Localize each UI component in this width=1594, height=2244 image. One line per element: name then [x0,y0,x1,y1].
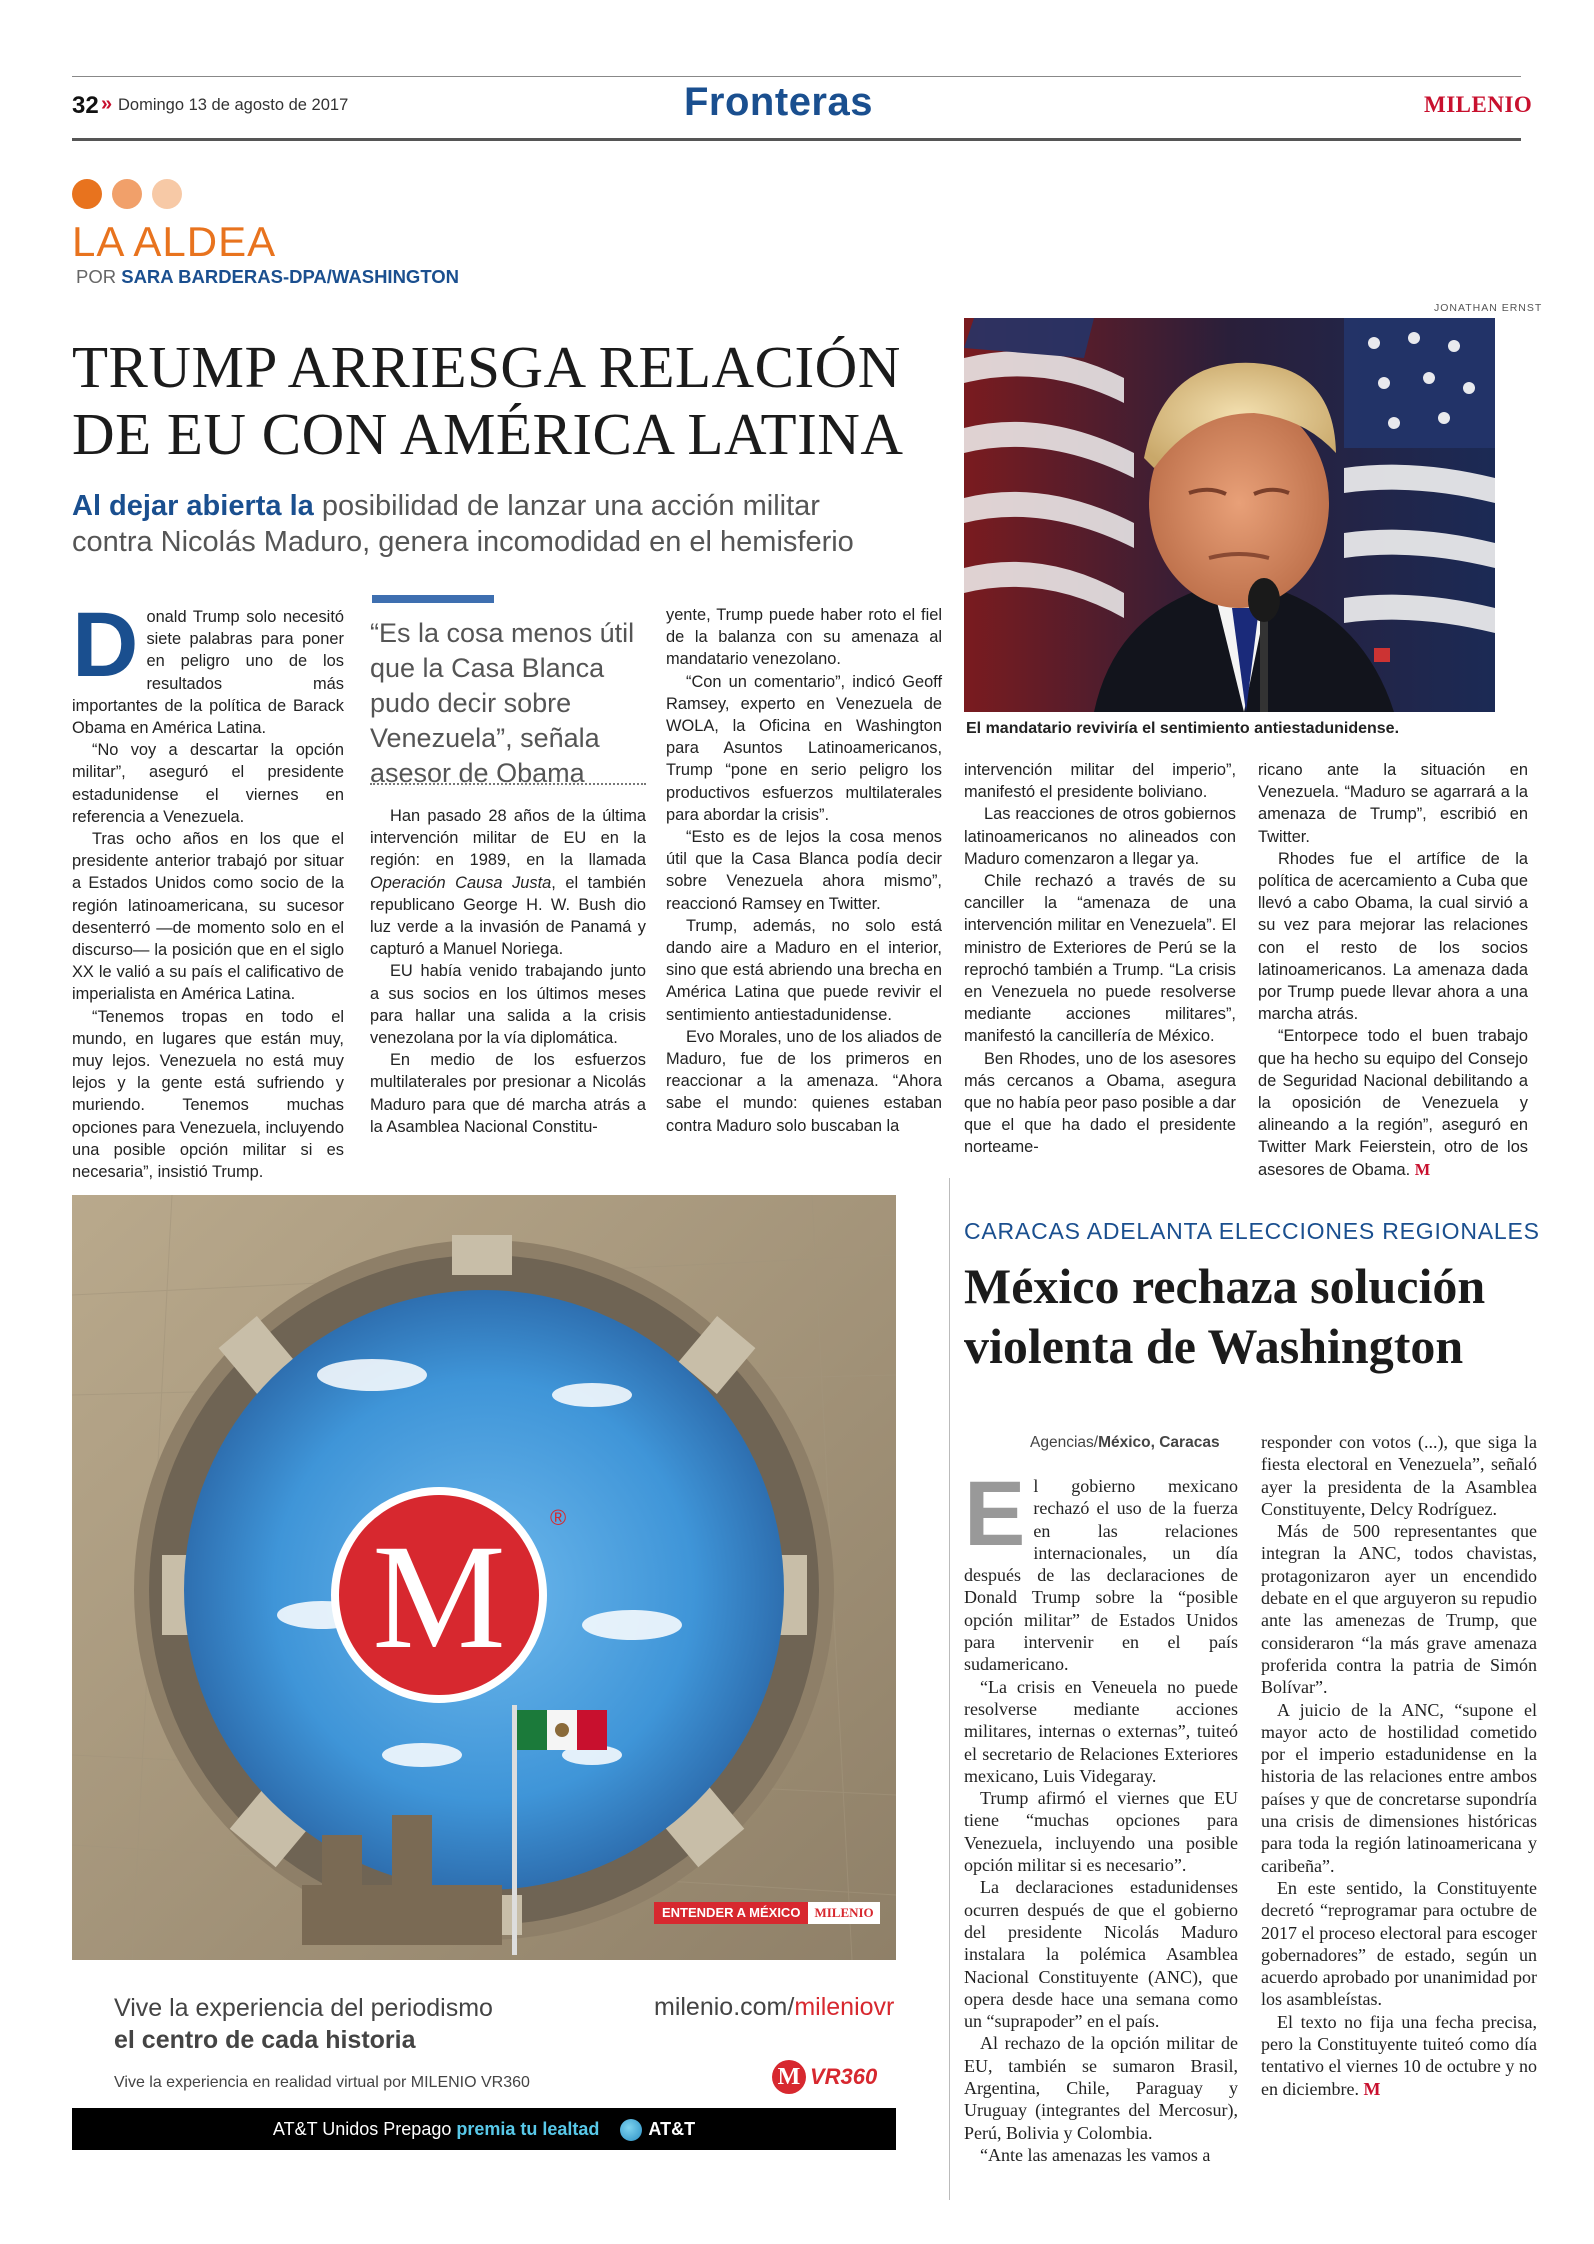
ad-url-suffix: mileniovr [794,1993,895,2021]
main-col3-p5: Evo Morales, uno de los aliados de Maduro, fue de los primeros en reaccionar a la amenaza. “Ahora sabe el mundo: quienes estaban contra Maduro solo buscaban la [666,1027,942,1135]
second-headline-line1: México rechaza solución [964,1258,1486,1314]
second-col1-p3: Trump afirmó el viernes que EU tiene “muchas opciones para Venezuela, incluyendo una posible opción militar si es necesario”. [964,1788,1238,1876]
ad-tag [654,1902,880,1924]
header-arrows: » [101,93,113,115]
second-credit [1030,1434,1220,1452]
byline-author: SARA BARDERAS-DPA/WASHINGTON [121,266,460,287]
att-globe-icon [620,2119,642,2141]
main-col1-p1: onald Trump solo necesitó siete palabras para poner en peligro uno de los resultados más importantes de la política de Barack Obama en América Latina. [72,608,344,738]
second-end-mark: M [1363,2078,1381,2099]
second-kicker: CARACAS ADELANTA ELECCIONES REGIONALES [964,1218,1540,1244]
second-col1-p5: Al rechazo de la opción militar de EU, también se sumaron Brasil, Argentina, Chile, Paraguay y Uruguay (integrantes del Mercosur), Perú, Bolivia y Colombia. [964,2033,1238,2143]
second-col-2 [1261,1431,1537,2100]
ad-footer-text: AT&T Unidos Prepago [272,2119,457,2139]
ad-logo-letter: M [372,1514,506,1680]
main-col4-p2: Las reacciones de otros gobiernos latinoamericanos no alineados con Maduro comenzaron a llegar ya. [964,805,1236,868]
trump-photo [964,318,1495,712]
second-credit-prefix: Agencias/ [1030,1434,1099,1451]
main-col-4 [964,759,1236,1159]
main-col4-p1: intervención militar del imperio”, manifestó el presidente boliviano. [964,761,1236,802]
main-col5-p3: “Entorpece todo el buen trabajo que ha hecho su equipo del Consejo de Seguridad Nacional debilitando a la oposición de Venezuela y alineando a la región”, aseguró en Twitter Mark Feierstein, otro de los asesores de Obama. M [1258,1027,1528,1179]
ad-line1: Vive la experiencia del periodismo [114,1994,493,2022]
main-col-1 [72,594,344,1183]
vr360-m-icon: M [772,2060,806,2094]
column-dots [72,179,192,211]
pullquote: “Es la cosa menos útil que la Casa Blanca pudo decir sobre Venezuela”, señala asesor de Obama [370,618,635,788]
photo-credit: JONATHAN ERNST [1434,302,1543,314]
second-col1-p6: “Ante las amenazas les vamos a [980,2144,1211,2165]
second-col2-p3: A juicio de la ANC, “supone el mayor acto de hostilidad cometido por el imperio estadunidense en la historia de las relaciones entre ambos países y que de concretarse supondría una crisis de dimensiones históricas para toda la región latinoamericana y caribeña”. [1261,1699,1537,1876]
main-deck [72,488,952,560]
column-name: LA ALDEA [72,218,277,265]
main-col3-p2: “Con un comentario”, indicó Geoff Ramsey, experto en Venezuela de WOLA, la Oficina en Washington para Asuntos Latinoamericanos, Trump “pone en serio peligro los productivos esfuerzos multilaterales para abordar la crisis”. [666,672,942,824]
second-col2-p5: El texto no fija una fecha precisa, pero la Constituyente tuiteó como día tentativo el viernes 10 de octubre y no en diciembre. M [1261,2011,1537,2099]
main-headline-line2: DE EU CON AMÉRICA LATINA [72,401,904,467]
main-col3-p4: Trump, además, no solo está dando aire a Maduro en el interior, sino que está abriendo una brecha en América Latina que puede revivir el sentimiento antiestadunidense. [666,916,942,1024]
deck-line2: contra Nicolás Maduro, genera incomodidad en el hemisferio [72,526,854,558]
main-col2-p2: EU había venido trabajando junto a sus socios en los últimos meses para hallar una salida a la crisis venezolana por la vía diplomática. [370,962,646,1048]
main-col-2 [370,805,646,1138]
page-number: 32 [72,92,99,119]
main-col4-p3: Chile rechazó a través de su canciller la “amenaza de una intervención militar en Venezuela”. El ministro de Exteriores de Perú se la reprochó también a Trump. “La crisis en Venezuela no puede resolverse mediante acciones militares”, manifestó la cancillería de México. [964,872,1236,1046]
main-col1-p4: “Tenemos tropas en todo el mundo, en lugares que están muy, muy lejos. Venezuela no está muy lejos y la gente está sufriendo y muriendo. Tenemos muchas opciones para Venezuela, incluyendo una posible opción militar si es necesaria”, insistió Trump. [72,1007,344,1182]
main-col3-p1: yente, Trump puede haber roto el fiel de la balanza con su amenaza al mandatario venezolano. [666,606,942,669]
byline-prefix: POR [76,266,117,287]
second-credit-place: México, Caracas [1098,1434,1220,1451]
second-col2-p4: En este sentido, la Constituyente decretó “reprogramar para octubre de 2017 el proceso electoral para escoger gobernadores” de estado, según un acuerdo aprobado por unanimidad por los asambleístas. [1261,1877,1537,2010]
byline [76,266,459,288]
second-col2-p2: Más de 500 representantes que integran la ANC, todos chavistas, protagonizaron ayer un encendido debate en el que arguyeron su repudio ante las amenezas de Trump, que consideraron “la más grave amenaza proferida contra la patria de Simón Bolívar”. [1261,1521,1537,1698]
vr360-text: VR360 [810,2064,878,2089]
main-col5-p1: ricano ante la situación en Venezuela. “Maduro se agarrará a la amenaza de Trump”, escribió en Twitter. [1258,761,1528,846]
ad-registered-mark: ® [550,1505,567,1530]
ad-footer-bar [72,2108,896,2150]
brand-logo: MILENIO [1424,92,1533,117]
second-col1-p1: l gobierno mexicano rechazó el uso de la fuerza en las relaciones internacionales, un día después de las declaraciones de Donald Trump sobre la “posible opción militar” de Estados Unidos para intervenir en el país sudamericano. [964,1476,1238,1675]
main-col1-p2: “No voy a descartar la opción militar”, aseguró el presidente estadunidense el viernes en referencia a Venezuela. [72,741,344,826]
deck-rest: posibilidad de lanzar una acción militar [313,490,820,522]
main-dropcap: D [72,594,139,696]
dot-3 [152,179,182,209]
main-col3-p3: “Esto es de lejos la cosa menos útil que la Casa Blanca podía decir sobre Venezuela ahora mismo”, reaccionó Ramsey en Twitter. [666,828,942,913]
header-date: Domingo 13 de agosto de 2017 [118,96,349,114]
dot-1 [72,179,102,209]
second-headline-line2: violenta de Washington [964,1318,1464,1374]
ad-footer-highlight: premia tu lealtad [456,2119,600,2139]
main-col2-p3: En medio de los esfuerzos multilaterales por presionar a Nicolás Maduro para que dé marcha atrás a la Asamblea Nacional Constitu- [370,1051,646,1136]
ad-tag-right: MILENIO [808,1902,879,1924]
second-col1-p2: “La crisis en Veneuela no puede resolverse mediante acciones militares, internas o externas”, tuiteó el secretario de Relaciones Exteriores mexicano, Luis Videgaray. [964,1676,1238,1786]
main-col2-p1: Han pasado 28 años de la última intervención militar de EU en la región: en 1989, en la llamada Operación Causa Justa, el también republicano George H. W. Bush dio luz verde a la invasión de Panamá y capturó a Manuel Noriega. [370,807,646,959]
dot-2 [112,179,142,209]
second-col2-p1: responder con votos (...), que siga la fiesta electoral en Venezuela”, señaló ayer la presidenta de la Asamblea Constituyente, Delcy Rodríguez. [1261,1432,1537,1519]
ad-url[interactable] [654,1993,894,2022]
ad-tag-left: ENTENDER A MÉXICO [654,1902,808,1924]
second-col-1 [964,1463,1238,2166]
ad-line2: el centro de cada historia [114,2026,416,2054]
main-headline-line1: TRUMP ARRIESGA RELACIÓN [72,334,901,400]
main-col4-p4: Ben Rhodes, uno de los asesores más cercanos a Obama, asegura que no había peor paso posible a dar que el que ha dado el presidente norteame- [964,1049,1236,1157]
main-col-3 [666,604,942,1137]
second-headline [964,1256,1485,1376]
main-col1-p3: Tras ocho años en los que el presidente anterior trabajó por situar a Estados Unidos como socio de la región latinoamericana, su sucesor desenterró —de momento solo en el discurso— la posición que en el siglo XX le valió a su país el calificativo de imperialista en América Latina. [72,830,344,1004]
second-dropcap: E [964,1463,1026,1565]
main-end-mark: M [1414,1159,1431,1179]
ad-bottom-panel [72,1960,896,2107]
deck-bold: Al dejar abierta la [72,490,314,522]
ad-line3: Vive la experiencia en realidad virtual por MILENIO VR360 [114,2074,530,2091]
second-col1-p4: La declaraciones estadunidenses ocurren después de que el gobierno del presidente Nicolás Maduro instalara la polémica Asamblea Nacional Constituyente (ANC), que opera desde hace una semana como un “suprapoder” en el país. [964,1877,1238,2032]
main-headline [72,334,903,468]
vr360-logo [772,2060,892,2100]
pullquote-rule [370,783,646,785]
ad-url-prefix: milenio.com/ [654,1993,795,2021]
ad-zocalo-image [72,1195,896,1960]
main-col5-p2: Rhodes fue el artífice de la política de acercamiento a Cuba que llevó a cabo Obama, la cual sirvió a su vez para mejorar las relaciones con el resto de los socios latinoamericanos. La amenaza dada por Trump puede llevar ahora a una marcha atrás. [1258,849,1528,1024]
ad-footer-brand: AT&T [648,2119,696,2139]
section-title: Fronteras [684,80,873,124]
photo-caption: El mandatario reviviría el sentimiento antiestadunidense. [966,720,1400,737]
main-col-5 [1258,759,1528,1181]
